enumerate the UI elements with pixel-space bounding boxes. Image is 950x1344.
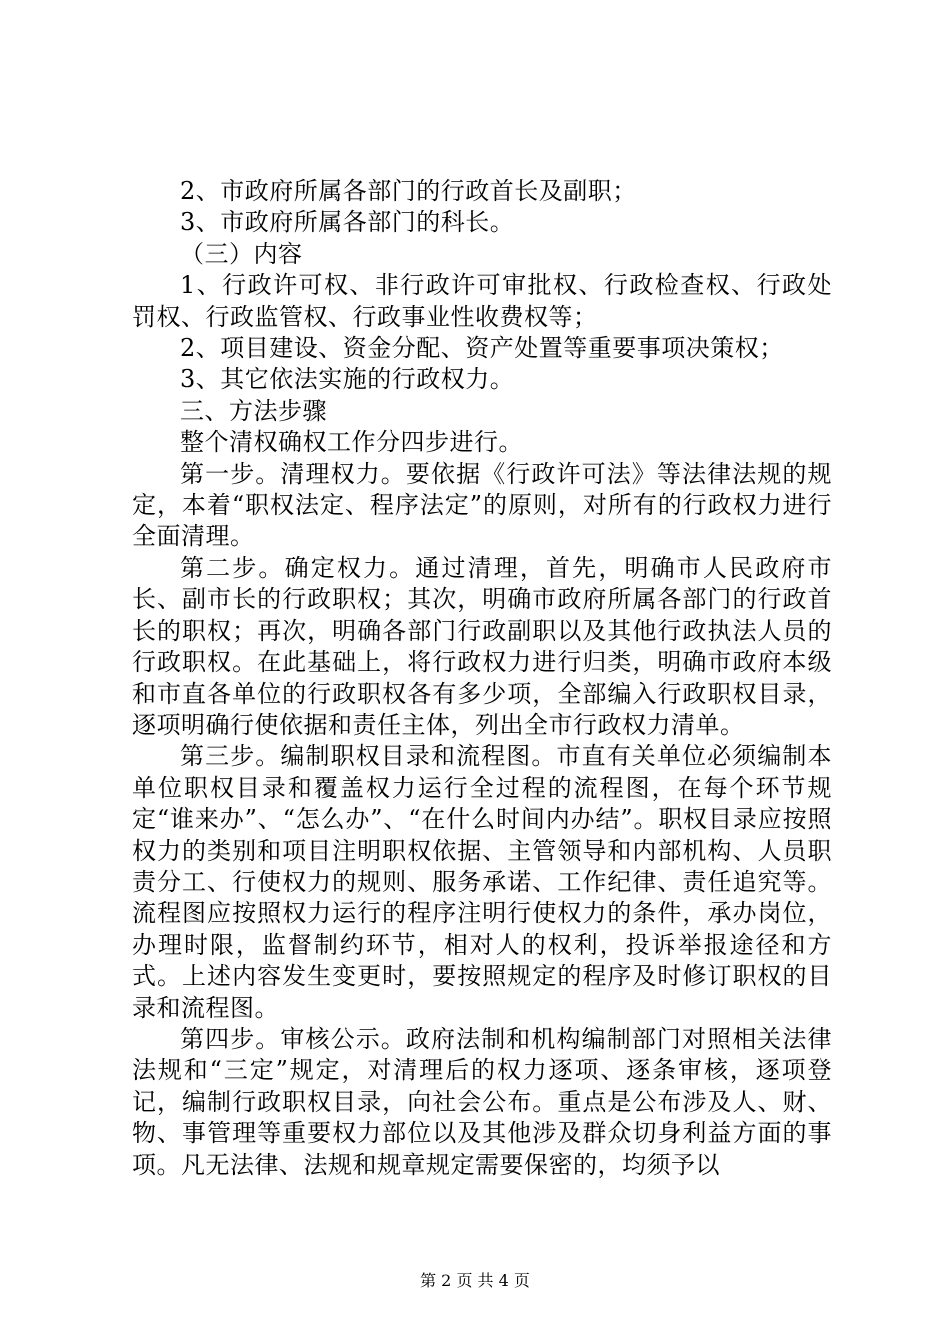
paragraph-step-one: 第一步。清理权力。要依据《行政许可法》等法律法规的规定，本着“职权法定、程序法定”的原则，对所有的行政权力进行全面清理。 bbox=[132, 459, 832, 551]
section-heading-methods: 三、方法步骤 bbox=[180, 396, 327, 425]
paragraph-step-four: 第四步。审核公示。政府法制和机构编制部门对照相关法律法规和“三定”规定，对清理后的权力逐项、逐条审核，逐项登记，编制行政职权目录，向社会公布。重点是公布涉及人、财、物、事管理等重要权力部位以及其他涉及群众切身利益方面的事项。凡无法律、法规和规章规定需要保密的，均须予以 bbox=[132, 1024, 832, 1179]
paragraph-content-item-2: 2、项目建设、资金分配、资产处置等重要事项决策权； bbox=[180, 334, 784, 363]
paragraph-content-item-3: 3、其它依法实施的行政权力。 bbox=[180, 365, 515, 394]
paragraph-content-item-1: 1、行政许可权、非行政许可审批权、行政检查权、行政处罚权、行政监管权、行政事业性收费权等； bbox=[132, 271, 832, 331]
paragraph-methods-intro: 整个清权确权工作分四步进行。 bbox=[180, 428, 523, 457]
paragraph-item-2-leaders: 2、市政府所属各部门的行政首长及副职； bbox=[180, 177, 637, 205]
paragraph-step-three: 第三步。编制职权目录和流程图。市直有关单位必须编制本单位职权目录和覆盖权力运行全过程的流程图，在每个环节规定“谁来办”、“怎么办”、“在什么时间内办结”。职权目录应按照权力的类别和项目注明职权依据、主管领导和内部机构、人员职责分工、行使权力的规则、服务承诺、工作纪律、责任追究等。流程图应按照权力运行的程序注明行使权力的条件，承办岗位，办理时限，监督制约环节，相对人的权利，投诉举报途径和方式。上述内容发生变更时，要按照规定的程序及时修订职权的目录和流程图。 bbox=[132, 742, 832, 1022]
document-body bbox=[132, 176, 832, 1181]
section-heading-content: （三）内容 bbox=[180, 239, 303, 268]
paragraph-step-two: 第二步。确定权力。通过清理，首先，明确市人民政府市长、副市长的行政职权；其次，明确市政府所属各部门的行政首长的职权；再次，明确各部门行政副职以及其他行政执法人员的行政职权。在此基础上，将行政权力进行归类，明确市政府本级和市直各单位的行政职权各有多少项，全部编入行政职权目录，逐项明确行使依据和责任主体，列出全市行政权力清单。 bbox=[132, 553, 832, 739]
paragraph-item-3-section-chiefs: 3、市政府所属各部门的科长。 bbox=[180, 208, 515, 237]
page-number-footer: 第 2 页 共 4 页 bbox=[420, 1271, 530, 1290]
